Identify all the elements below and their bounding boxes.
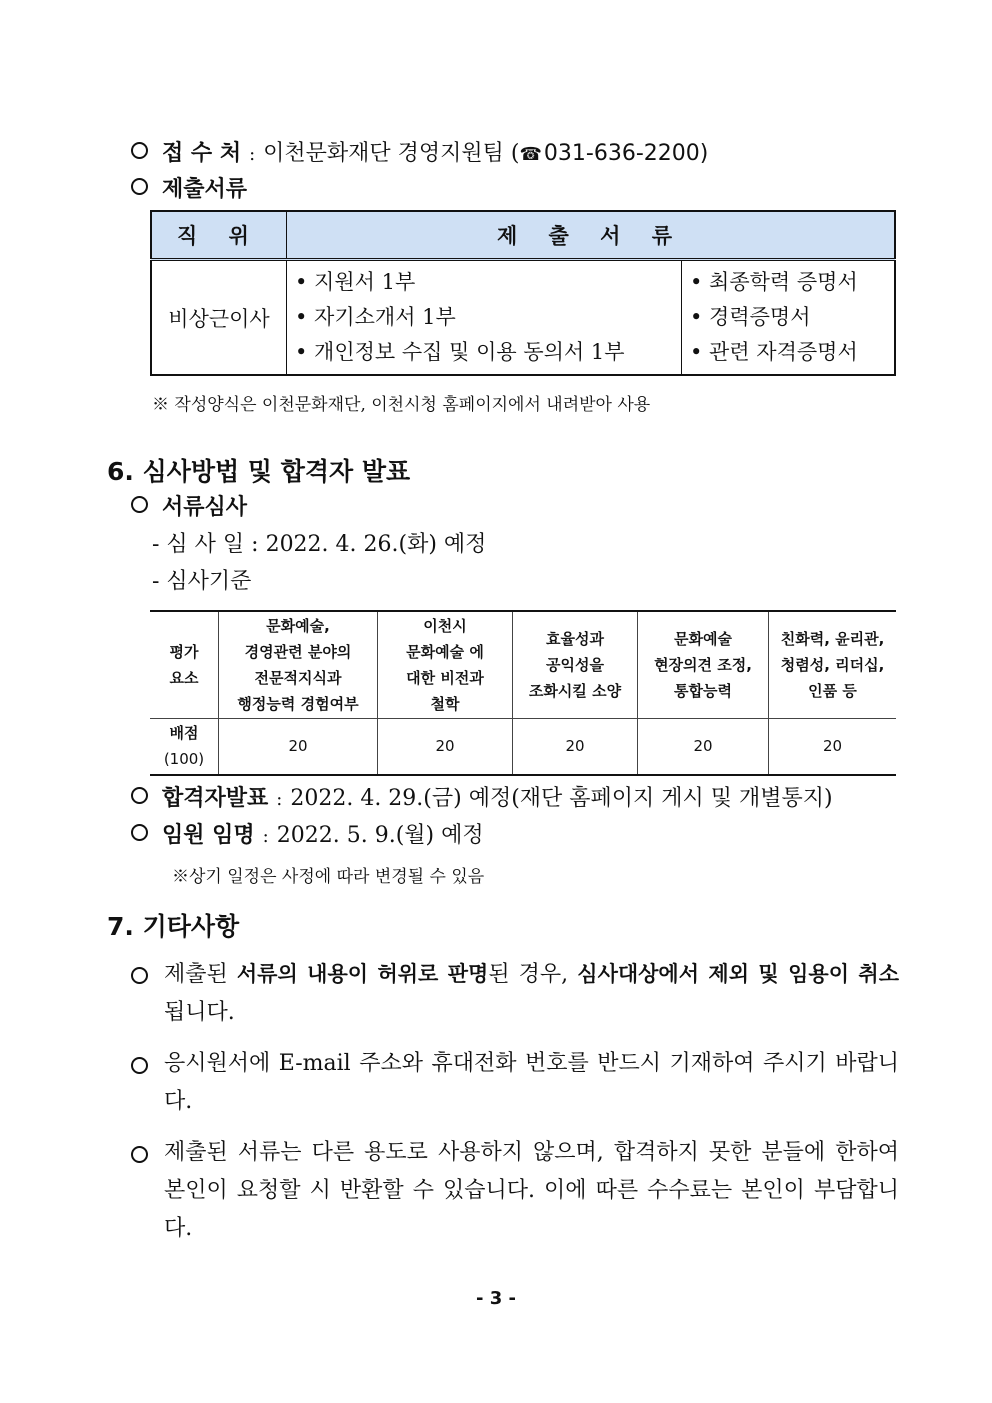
documents-table [150,210,896,376]
circle-bullet-icon [131,824,148,841]
reception-line [131,139,708,170]
doc-item: • 자기소개서 1부 [295,305,456,329]
circle-bullet-icon [131,787,148,804]
score-cell: 20 [638,719,769,775]
doc-item: • 개인정보 수집 및 이용 동의서 1부 [295,340,625,364]
score-cell: 20 [219,719,378,775]
header-position: 직 위 [151,211,287,260]
header-documents: 제 출 서 류 [287,211,896,260]
screening-heading [131,493,247,523]
position-cell: 비상근이사 [151,260,287,376]
circle-bullet-icon [131,496,148,513]
circle-bullet-icon [131,142,148,159]
announce-value: 2022. 4. 29.(금) 예정(재단 홈페이지 게시 및 개별통지) [290,786,833,811]
documents-heading [131,175,247,205]
screening-label: 서류심사 [162,495,248,520]
doc-item: • 관련 자격증명서 [690,340,858,364]
criteria-table [150,610,896,776]
announce-label: 합격자발표 [162,786,269,811]
criteria-col: 문화예술, 경영관련 분야의 전문적지식과 행정능력 경험여부 [219,611,378,719]
score-cell: 20 [513,719,638,775]
schedule-note: ※상기 일정은 사정에 따라 변경될 수 있음 [172,867,485,887]
appoint-label: 임원 임명 [162,823,255,848]
circle-bullet-icon [131,1146,148,1168]
criteria-col: 문화예술 현장의견 조정, 통합능력 [638,611,769,719]
phone-icon: ☎ [519,144,542,165]
notice-item-1: 제출된 서류의 내용이 허위로 판명된 경우, 심사대상에서 제외 및 임용이 취소됩니다. [164,962,899,1025]
appoint-value: 2022. 5. 9.(월) 예정 [276,823,484,848]
criteria-label: - 심사기준 [152,569,252,594]
reception-label: 접 수 처 [162,141,242,166]
reception-value: 이천문화재단 경영지원팀 ( [263,141,520,166]
notice-item-3: 제출된 서류는 다른 용도로 사용하지 않으며, 합격하지 못한 분들에 한하여 본인이 요청할 시 반환할 수 있습니다. 이에 따른 수수료는 본인이 부담합니다. [164,1140,899,1241]
circle-bullet-icon [131,967,148,989]
documents-label: 제출서류 [162,177,248,202]
section7-title: 7. 기타사항 [107,912,240,941]
score-row-label: 배점 (100) [150,719,219,775]
docs-left-cell [287,260,682,376]
section6-title: 6. 심사방법 및 합격자 발표 [107,457,411,486]
criteria-col: 친화력, 윤리관, 청렴성, 리더십, 인품 등 [769,611,897,719]
notice-item-2: 응시원서에 E-mail 주소와 휴대전화 번호를 반드시 기재하여 주시기 바랍니다. [164,1051,899,1114]
doc-item: • 경력증명서 [690,305,811,329]
doc-item: • 최종학력 증명서 [690,270,858,294]
criteria-col: 이천시 문화예술 에 대한 비전과 철학 [378,611,513,719]
reception-sep: : [249,144,256,165]
docs-right-cell [682,260,896,376]
announce-line: 합격자발표 : 2022. 4. 29.(금) 예정(재단 홈페이지 게시 및 개별통지) [131,784,833,815]
documents-note: ※ 작성양식은 이천문화재단, 이천시청 홈페이지에서 내려받아 사용 [152,395,651,415]
appoint-line: 임원 임명 : 2022. 5. 9.(월) 예정 [131,821,484,852]
circle-bullet-icon [131,178,148,195]
doc-item: • 지원서 1부 [295,270,416,294]
screening-date: - 심 사 일 : 2022. 4. 26.(화) 예정 [152,532,487,557]
page-number: - 3 - [476,1288,516,1309]
criteria-col: 효율성과 공익성을 조화시킬 소양 [513,611,638,719]
reception-phone: 031-636-2200) [543,141,709,166]
criteria-row-label: 평가 요소 [150,611,219,719]
score-cell: 20 [378,719,513,775]
score-cell: 20 [769,719,897,775]
circle-bullet-icon [131,1057,148,1079]
